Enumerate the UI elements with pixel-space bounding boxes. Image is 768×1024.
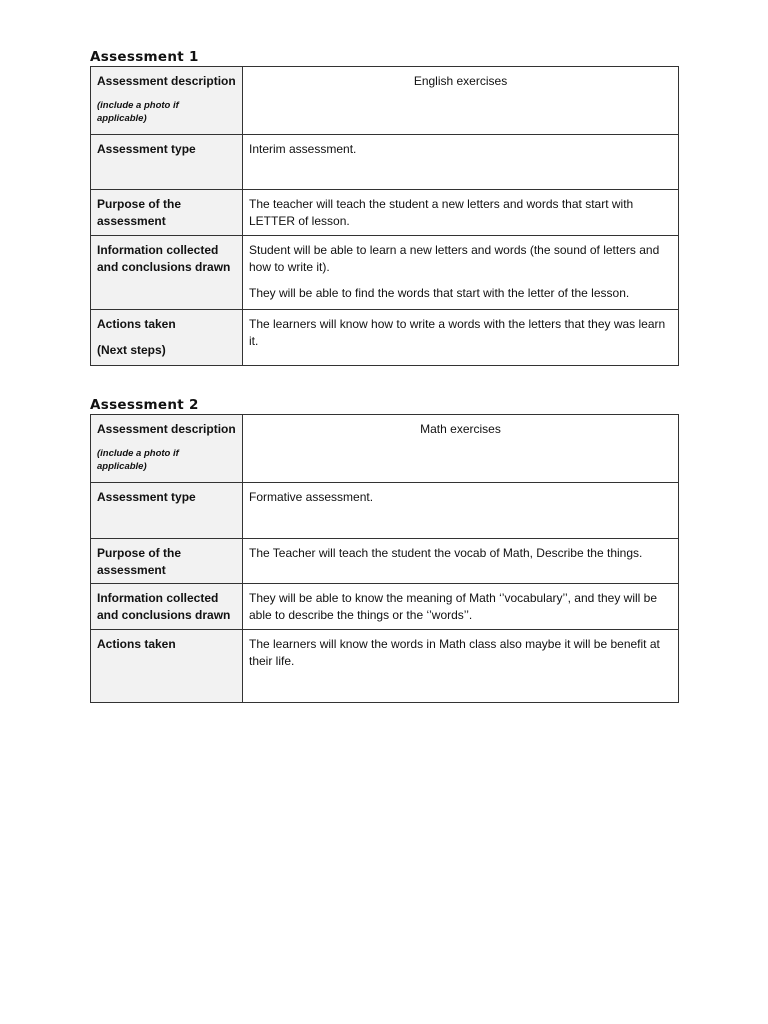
information-label: Information collected and conclusions drawn (91, 584, 243, 630)
photo-note: (include a photo if applicable) (97, 448, 179, 472)
information-value-cell (243, 236, 679, 310)
information-value: They will be able to know the meaning of Math ‘’vocabulary’’, and they will be able to describe the things or the ‘’words’’. (243, 584, 679, 630)
table-row (91, 539, 679, 584)
actions-value: The learners will know how to write a words with the letters that they was learn it. (243, 310, 679, 366)
table-row (91, 630, 679, 703)
table-row (91, 236, 679, 310)
type-value: Formative assessment. (243, 483, 679, 539)
purpose-label: Purpose of the assessment (91, 190, 243, 236)
assessment-2-table (90, 414, 679, 703)
actions-label: Actions taken (97, 317, 176, 331)
description-label-cell (91, 67, 243, 135)
next-steps-label: (Next steps) (97, 343, 166, 357)
type-label: Assessment type (91, 135, 243, 190)
actions-label: Actions taken (91, 630, 243, 703)
purpose-value: The Teacher will teach the student the vocab of Math, Describe the things. (243, 539, 679, 584)
photo-note: (include a photo if applicable) (97, 100, 179, 124)
description-value: English exercises (243, 67, 679, 135)
description-value: Math exercises (243, 415, 679, 483)
actions-label-cell (91, 310, 243, 366)
type-value: Interim assessment. (243, 135, 679, 190)
actions-value: The learners will know the words in Math class also maybe it will be benefit at their life. (243, 630, 679, 703)
information-value: Student will be able to learn a new letters and words (the sound of letters and how to write it). (249, 243, 660, 274)
description-label: Assessment description (97, 422, 236, 436)
assessment-2-title: Assessment 2 (90, 397, 199, 413)
purpose-label: Purpose of the assessment (91, 539, 243, 584)
table-row (91, 310, 679, 366)
table-row (91, 415, 679, 483)
assessment-2-section (90, 396, 679, 703)
assessment-1-table (90, 66, 679, 366)
description-label: Assessment description (97, 74, 236, 88)
table-row (91, 67, 679, 135)
assessment-1-section (90, 48, 679, 366)
description-label-cell (91, 415, 243, 483)
information-label: Information collected and conclusions drawn (91, 236, 243, 310)
assessment-1-title: Assessment 1 (90, 49, 199, 65)
table-row (91, 584, 679, 630)
purpose-value: The teacher will teach the student a new letters and words that start with LETTER of lesson. (243, 190, 679, 236)
table-row (91, 135, 679, 190)
table-row (91, 483, 679, 539)
table-row (91, 190, 679, 236)
type-label: Assessment type (91, 483, 243, 539)
information-value-2: They will be able to find the words that start with the letter of the lesson. (249, 286, 630, 300)
